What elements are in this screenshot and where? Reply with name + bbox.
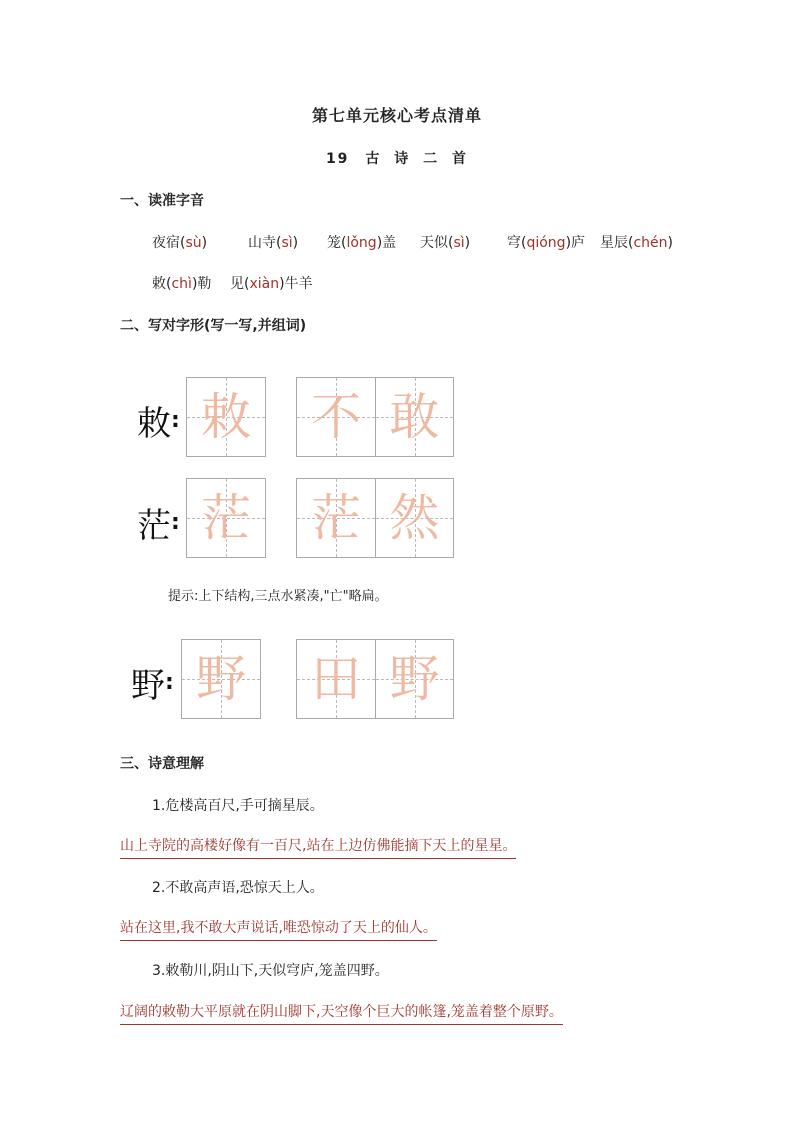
target-character: 野 [131,666,165,706]
word-text: 笼( [327,235,347,251]
word-text: )盖 [376,235,397,251]
target-character: 敕 [137,404,171,444]
pinyin-item [327,232,420,252]
word-text: 见( [230,276,250,292]
pinyin-row-2 [152,273,313,293]
poem-line: 3.敕勒川,阴山下,天似穹庐,笼盖四野。 [152,963,389,979]
writing-grid-word [296,377,454,457]
writing-tip: 提示:上下结构,三点水紧凑,"亡"略扁。 [168,589,388,604]
trace-character: 然 [389,489,440,547]
grid-cell [375,640,453,718]
colon: : [171,408,180,433]
answer-line: 山上寺院的高楼好像有一百尺,站在上边仿佛能摘下天上的星星。 [120,835,516,859]
word-text: 穹( [507,235,527,251]
word-text: 山寺( [248,235,282,251]
word-text: 夜宿( [152,235,186,251]
section-heading-pronunciation: 一、读准字音 [120,193,204,209]
poem-line: 2.不敢高声语,恐惊天上人。 [152,880,324,896]
trace-character: 敕 [201,388,251,446]
grid-cell [297,640,375,718]
pinyin-item [230,273,313,293]
pinyin-item [600,232,673,252]
word-text: ) [292,235,299,251]
writing-grid-word [296,639,454,719]
trace-character: 田 [311,650,361,708]
colon: : [171,510,180,535]
writing-grid-word [296,478,454,558]
word-text: )庐 [565,235,586,251]
grid-cell [187,378,265,456]
grid-cell [187,479,265,557]
trace-character: 茫 [311,489,361,547]
grid-cell [375,378,453,456]
pinyin-text: qióng [526,235,566,251]
trace-character: 不 [311,388,361,446]
pinyin-text: sù [185,235,202,251]
pinyin-text: lǒng [346,235,377,251]
poem-line: 1.危楼高百尺,手可摘星辰。 [152,798,324,814]
grid-cell [375,479,453,557]
word-text: 敕( [152,276,172,292]
pinyin-row-1 [152,232,673,252]
page-title: 第七单元核心考点清单 [311,106,482,125]
writing-grid-single [186,478,266,558]
pinyin-text: chén [633,235,668,251]
lesson-subtitle: 19 古 诗 二 首 [325,151,469,167]
pinyin-item [152,232,248,252]
pinyin-item [507,232,600,252]
answer-line: 站在这里,我不敢大声说话,唯恐惊动了天上的仙人。 [120,917,437,941]
trace-character: 野 [389,650,440,708]
trace-character: 茫 [201,489,251,547]
word-text: 星辰( [600,235,634,251]
pinyin-text: chì [171,276,192,292]
pinyin-text: sì [281,235,293,251]
word-text: ) [667,235,673,251]
grid-cell [297,479,375,557]
grid-cell [297,378,375,456]
pinyin-item [420,232,507,252]
word-text: ) [464,235,471,251]
trace-character: 野 [196,650,246,708]
word-text: 天似( [420,235,454,251]
word-text: ) [201,235,208,251]
colon: : [165,670,174,695]
target-character: 茫 [137,506,171,546]
trace-character: 敢 [389,388,440,446]
word-text: )牛羊 [279,276,313,292]
writing-grid-single [181,639,261,719]
writing-grid-single [186,377,266,457]
section-heading-characters: 二、写对字形(写一写,并组词) [120,318,307,334]
section-heading-meaning: 三、诗意理解 [120,756,204,772]
grid-cell [182,640,260,718]
pinyin-item [152,273,230,293]
pinyin-item [248,232,327,252]
answer-line: 辽阔的敕勒大平原就在阴山脚下,天空像个巨大的帐篷,笼盖着整个原野。 [120,1001,563,1025]
word-text: )勒 [191,276,212,292]
pinyin-text: xiàn [249,276,280,292]
pinyin-text: sì [453,235,465,251]
